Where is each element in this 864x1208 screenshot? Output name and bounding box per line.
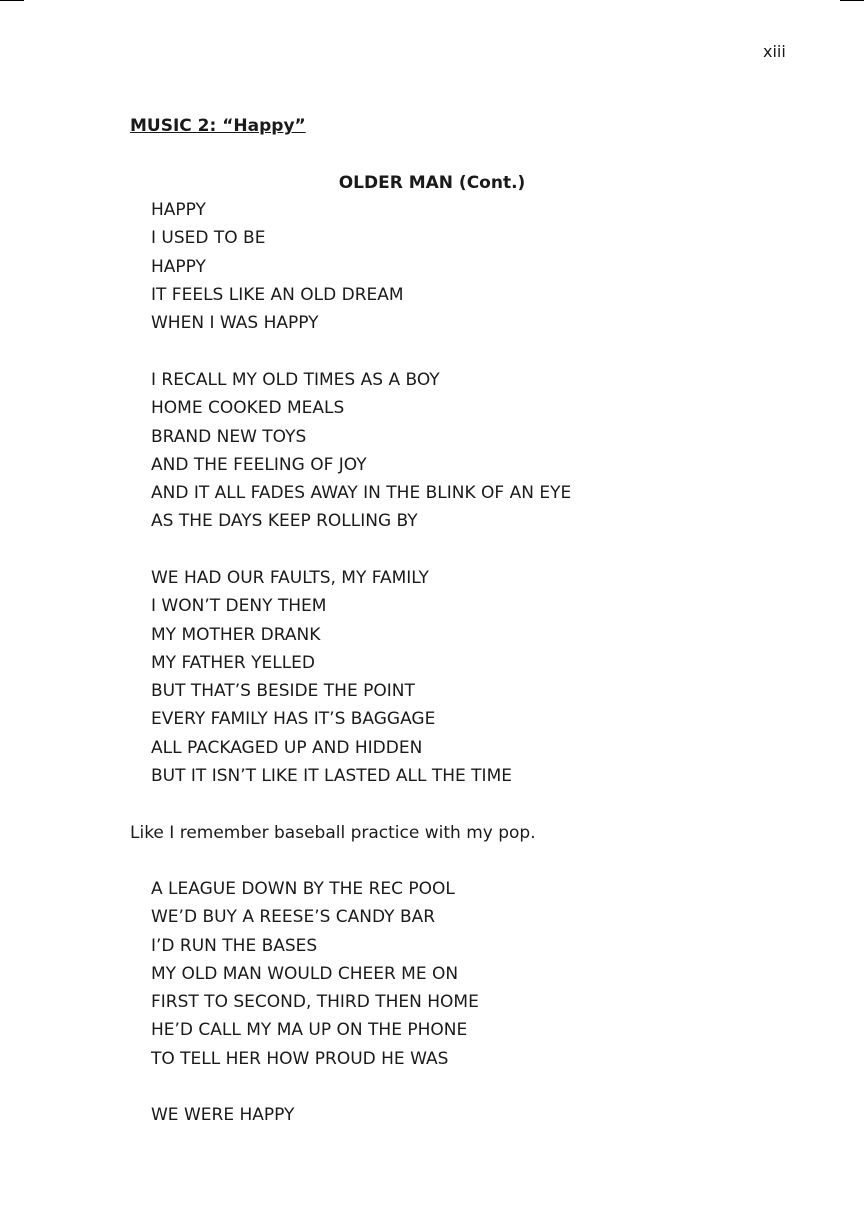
lyric-verse-2 [151,366,571,536]
lyric-line: I USED TO BE [151,228,266,249]
lyric-line: MY MOTHER DRANK [151,624,321,645]
page-number: xiii [763,42,786,61]
lyric-verse-1 [151,196,404,337]
lyric-line: I WON’T DENY THEM [151,596,327,617]
lyric-line: TO TELL HER HOW PROUD HE WAS [151,1048,449,1069]
lyric-line: HAPPY [151,256,206,277]
lyric-line: WHEN I WAS HAPPY [151,313,319,334]
lyric-verse-3 [151,564,512,790]
lyric-line: HE’D CALL MY MA UP ON THE PHONE [151,1020,468,1041]
lyric-line: WE HAD OUR FAULTS, MY FAMILY [151,568,429,588]
lyric-line: FIRST TO SECOND, THIRD THEN HOME [151,992,479,1013]
lyric-line: MY FATHER YELLED [151,652,316,673]
lyric-line: MY OLD MAN WOULD CHEER ME ON [151,963,459,984]
spoken-line: Like I remember baseball practice with my pop. [130,823,536,843]
lyric-line: BUT IT ISN’T LIKE IT LASTED ALL THE TIME [151,766,512,787]
lyric-line: WE’D BUY A REESE’S CANDY BAR [151,907,436,928]
lyric-verse-4 [151,875,479,1073]
lyric-line: WE WERE HAPPY [151,1105,295,1125]
lyric-line: A LEAGUE DOWN BY THE REC POOL [151,879,455,899]
character-cue [0,172,864,194]
lyric-line: IT FEELS LIKE AN OLD DREAM [151,284,404,305]
lyric-line: I RECALL MY OLD TIMES AS A BOY [151,370,440,390]
lyric-line: HAPPY [151,200,206,220]
lyric-line: HOME COOKED MEALS [151,398,345,419]
lyric-line: AND IT ALL FADES AWAY IN THE BLINK OF AN EYE [151,483,572,504]
crop-mark-right [840,0,864,1]
character-cue-text: OLDER MAN (Cont.) [338,173,526,193]
lyric-line: BRAND NEW TOYS [151,426,307,447]
lyric-line: AS THE DAYS KEEP ROLLING BY [151,511,418,532]
lyric-verse-5 [151,1101,294,1129]
crop-mark-left [0,0,24,1]
lyric-line: I’D RUN THE BASES [151,935,318,956]
lyric-line: AND THE FEELING OF JOY [151,454,367,475]
lyric-line: EVERY FAMILY HAS IT’S BAGGAGE [151,709,436,730]
lyric-line: BUT THAT’S BESIDE THE POINT [151,681,415,702]
song-heading: MUSIC 2: “Happy” [130,116,306,136]
lyric-line: ALL PACKAGED UP AND HIDDEN [151,737,423,758]
